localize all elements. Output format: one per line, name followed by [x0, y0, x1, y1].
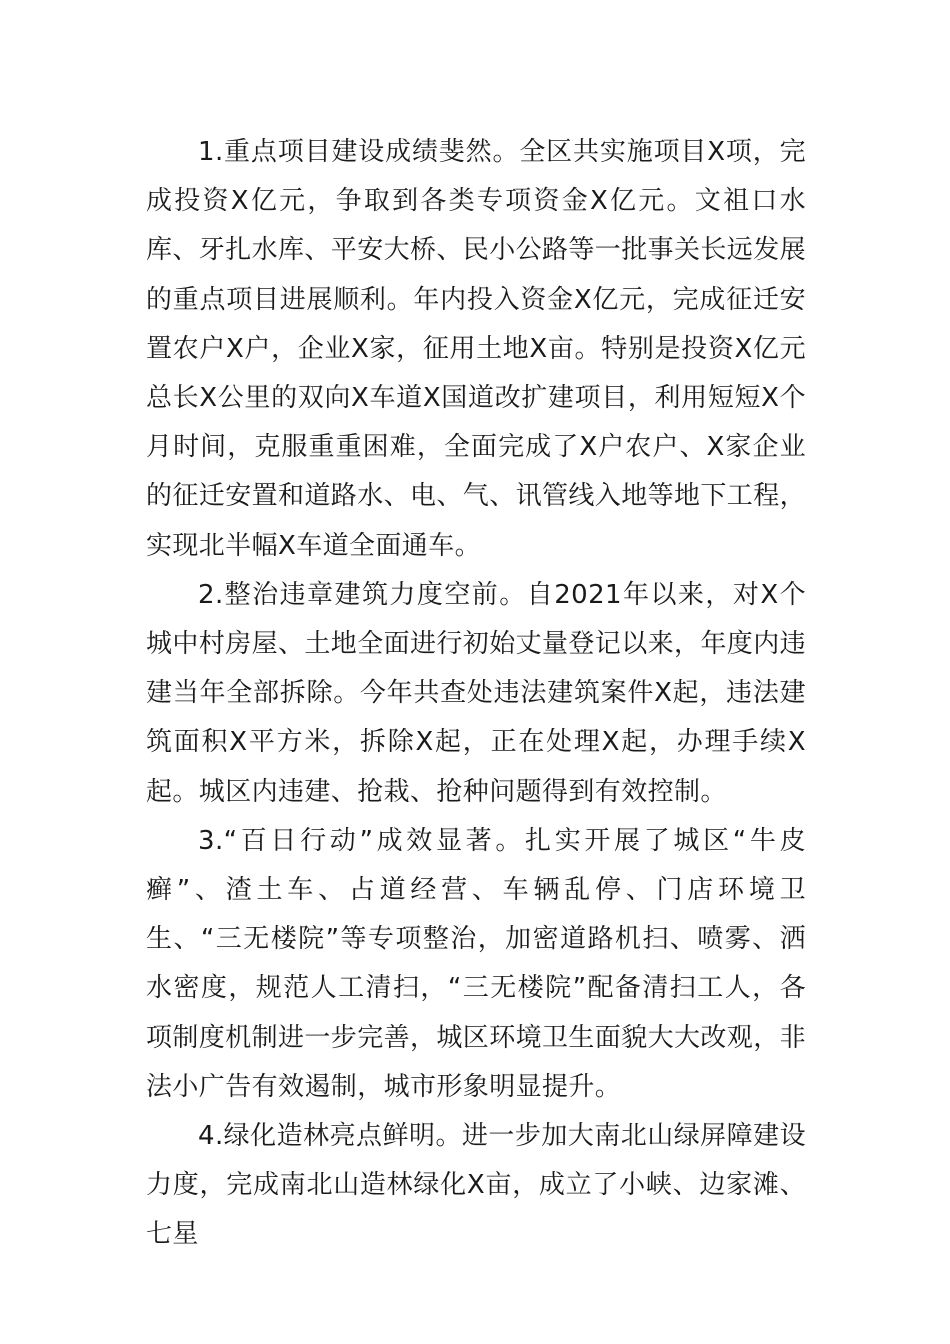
paragraph-afforestation: 4.绿化造林亮点鲜明。进一步加大南北山绿屏障建设力度，完成南北山造林绿化X亩，成立了小峡、边家滩、七星: [146, 1121, 806, 1250]
document-body: [146, 128, 806, 1260]
paragraph-hundred-day-action: 3.“百日行动”成效显著。扎实开展了城区“牛皮癣”、渣土车、占道经营、车辆乱停、门店环境卫生、“三无楼院”等专项整治，加密道路机扫、喷雾、洒水密度，规范人工清扫，“三无楼院”配备清扫工人，各项制度机制进一步完善，城区环境卫生面貌大大改观，非法小广告有效遏制，城市形象明显提升。: [146, 825, 807, 1102]
paragraph-key-projects: 1.重点项目建设成绩斐然。全区共实施项目X项，完成投资X亿元，争取到各类专项资金X亿元。文祖口水库、牙扎水库、平安大桥、民小公路等一批事关长远发展的重点项目进展顺利。年内投入资金X亿元，完成征迁安置农户X户，企业X家，征用土地X亩。特别是投资X亿元总长X公里的双向X车道X国道改扩建项目，利用短短X个月时间，克服重重困难，全面完成了X户农户、X家企业的征迁安置和道路水、电、气、讯管线入地等地下工程，实现北半幅X车道全面通车。: [146, 137, 807, 561]
paragraph-illegal-buildings: 2.整治违章建筑力度空前。自2021年以来，对X个城中村房屋、土地全面进行初始丈量登记以来，年度内违建当年全部拆除。今年共查处违法建筑案件X起，违法建筑面积X平方米，拆除X起，正在处理X起，办理手续X起。城区内违建、抢栽、抢种问题得到有效控制。: [146, 579, 807, 807]
